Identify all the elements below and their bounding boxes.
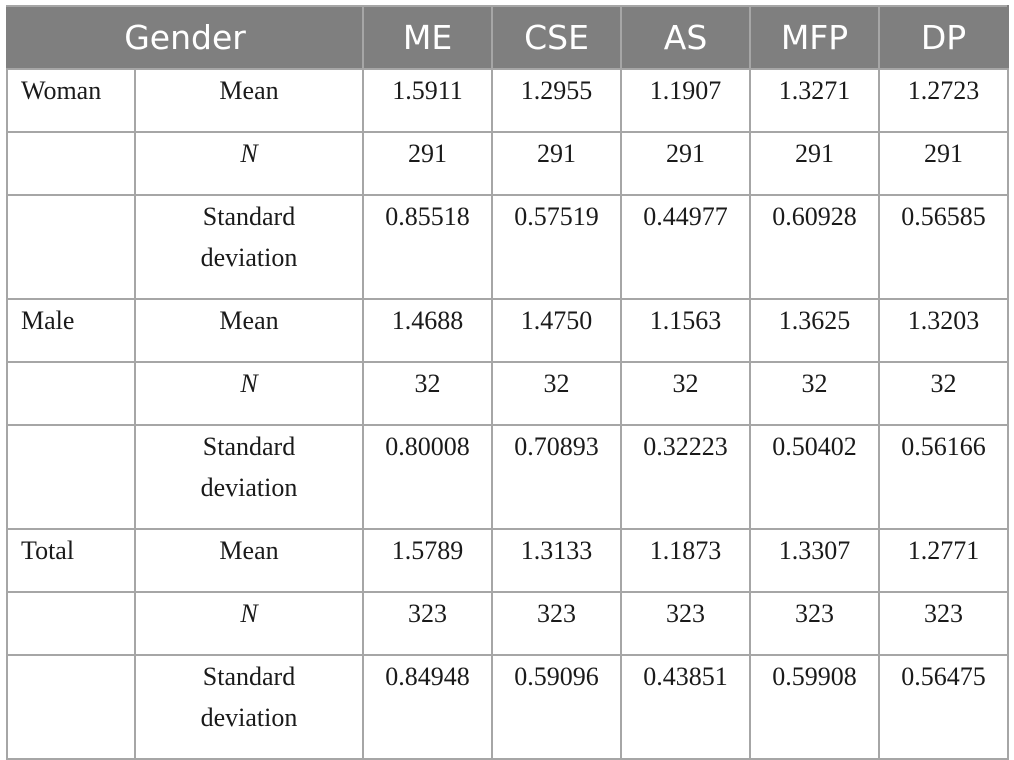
cell-value: 0.80008 (363, 425, 492, 529)
header-as: AS (621, 6, 750, 69)
cell-value: 1.1907 (621, 69, 750, 132)
stat-label-line: Standard (202, 202, 296, 231)
table-row (7, 69, 1008, 132)
cell-value: 32 (492, 362, 621, 425)
cell-value: 291 (492, 132, 621, 195)
stat-label-mean: Mean (135, 529, 363, 592)
cell-value: 1.2955 (492, 69, 621, 132)
table-row (7, 655, 1008, 759)
stat-label-line: deviation (200, 703, 298, 732)
cell-value: 1.2723 (879, 69, 1008, 132)
group-label-total: Total (7, 529, 135, 592)
cell-value: 0.59908 (750, 655, 879, 759)
cell-value: 0.57519 (492, 195, 621, 299)
stat-label-std (135, 655, 363, 759)
cell-value: 32 (750, 362, 879, 425)
cell-value: 0.56166 (879, 425, 1008, 529)
group-label-male: Male (7, 299, 135, 362)
cell-value: 0.59096 (492, 655, 621, 759)
stat-label-n: N (135, 362, 363, 425)
cell-value: 1.1873 (621, 529, 750, 592)
group-label-empty (7, 592, 135, 655)
stat-label-mean: Mean (135, 299, 363, 362)
cell-value: 32 (363, 362, 492, 425)
cell-value: 323 (492, 592, 621, 655)
cell-value: 1.3307 (750, 529, 879, 592)
table-row (7, 425, 1008, 529)
cell-value: 323 (363, 592, 492, 655)
table-row (7, 195, 1008, 299)
cell-value: 0.60928 (750, 195, 879, 299)
cell-value: 1.5911 (363, 69, 492, 132)
group-label-empty (7, 362, 135, 425)
cell-value: 1.3203 (879, 299, 1008, 362)
cell-value: 0.56475 (879, 655, 1008, 759)
table-row (7, 132, 1008, 195)
header-dp: DP (879, 6, 1008, 69)
cell-value: 323 (621, 592, 750, 655)
stat-label-mean: Mean (135, 69, 363, 132)
cell-value: 0.43851 (621, 655, 750, 759)
cell-value: 1.3133 (492, 529, 621, 592)
cell-value: 0.50402 (750, 425, 879, 529)
cell-value: 0.56585 (879, 195, 1008, 299)
cell-value: 1.3271 (750, 69, 879, 132)
cell-value: 0.85518 (363, 195, 492, 299)
header-gender: Gender (7, 6, 363, 69)
cell-value: 32 (879, 362, 1008, 425)
cell-value: 1.2771 (879, 529, 1008, 592)
stat-label-line: Standard (202, 662, 296, 691)
cell-value: 0.84948 (363, 655, 492, 759)
stat-label-line: Standard (202, 432, 296, 461)
stat-label-std (135, 195, 363, 299)
stat-label-line: deviation (200, 473, 298, 502)
stat-label-std (135, 425, 363, 529)
cell-value: 291 (363, 132, 492, 195)
group-label-empty (7, 195, 135, 299)
cell-value: 0.32223 (621, 425, 750, 529)
group-label-woman: Woman (7, 69, 135, 132)
group-label-empty (7, 655, 135, 759)
cell-value: 1.5789 (363, 529, 492, 592)
stat-label-line: deviation (200, 243, 298, 272)
cell-value: 291 (879, 132, 1008, 195)
cell-value: 1.1563 (621, 299, 750, 362)
cell-value: 323 (879, 592, 1008, 655)
cell-value: 291 (621, 132, 750, 195)
statistics-table (6, 5, 1009, 760)
cell-value: 32 (621, 362, 750, 425)
cell-value: 291 (750, 132, 879, 195)
cell-value: 1.4688 (363, 299, 492, 362)
table-row (7, 299, 1008, 362)
group-label-empty (7, 425, 135, 529)
stat-label-n: N (135, 132, 363, 195)
header-mfp: MFP (750, 6, 879, 69)
table-row (7, 362, 1008, 425)
cell-value: 1.4750 (492, 299, 621, 362)
group-label-empty (7, 132, 135, 195)
cell-value: 1.3625 (750, 299, 879, 362)
cell-value: 323 (750, 592, 879, 655)
header-cse: CSE (492, 6, 621, 69)
stat-label-n: N (135, 592, 363, 655)
table-row (7, 592, 1008, 655)
header-row (7, 6, 1008, 69)
header-me: ME (363, 6, 492, 69)
table-row (7, 529, 1008, 592)
cell-value: 0.70893 (492, 425, 621, 529)
cell-value: 0.44977 (621, 195, 750, 299)
